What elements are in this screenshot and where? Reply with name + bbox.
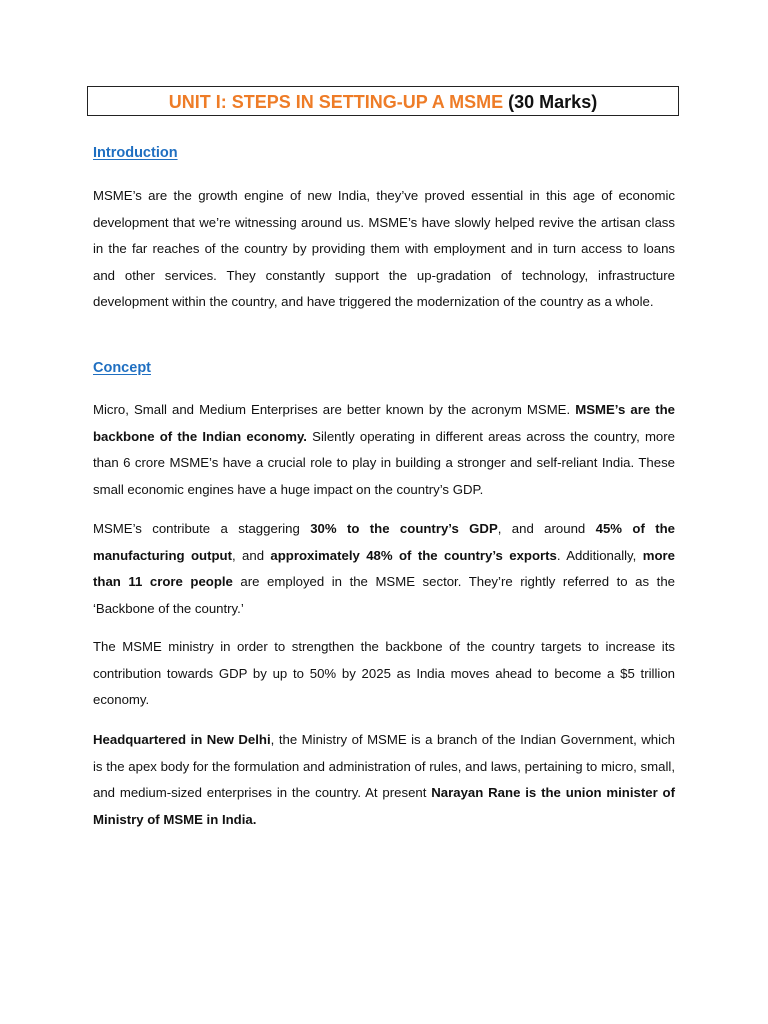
text-run: Micro, Small and Medium Enterprises are better known by the acronym MSME. xyxy=(93,402,576,417)
bold-text-run: more than 11 crore people xyxy=(93,547,675,590)
concept-heading: Concept xyxy=(93,360,151,376)
text-run: . Additionally, xyxy=(556,547,643,563)
text-run: MSME’s contribute a staggering xyxy=(93,521,311,536)
concept-paragraph-2 xyxy=(93,516,675,622)
text-run: , the Ministry of MSME is a branch of the Indian Government, which is the apex body for the formulation and administration of rules, and laws, pertaining to micro, small, and medium-sized enterprises in the country. At present xyxy=(93,732,675,801)
bold-text-run: MSME’s are the backbone of the Indian economy. xyxy=(93,402,676,444)
concept-paragraph-4 xyxy=(93,727,675,833)
bold-text-run: Narayan Rane is the union minister of Ministry of MSME in India. xyxy=(93,785,675,827)
text-run: , and around xyxy=(497,521,596,536)
bold-text-run: 30% to the country’s GDP xyxy=(310,521,498,536)
concept-paragraph-1 xyxy=(93,397,675,503)
concept-paragraph-3: The MSME ministry in order to strengthen the backbone of the country targets to increase its contribution towards GDP by up to 50% by 2025 as India moves ahead to become a $5 trillion economy. xyxy=(93,639,675,708)
bold-text-run: Headquartered in New Delhi xyxy=(93,732,271,747)
unit-title-box xyxy=(87,86,679,116)
bold-text-run: 45% of the manufacturing output xyxy=(93,521,675,563)
unit-marks: (30 Marks) xyxy=(508,92,598,112)
text-run: Silently operating in different areas across the country, more than 6 crore MSME’s have a crucial role to play in building a stronger and self-reliant India. These small economic engines have a huge impact on the country’s GDP. xyxy=(93,428,675,497)
introduction-heading: Introduction xyxy=(93,145,178,161)
bold-text-run: approximately 48% of the country’s exports xyxy=(270,547,557,563)
unit-title: UNIT I: STEPS IN SETTING-UP A MSME xyxy=(168,92,504,112)
text-run: , and xyxy=(231,547,271,563)
introduction-paragraph: MSME’s are the growth engine of new India, they’ve proved essential in this age of economic development that we’re witnessing around us. MSME’s have slowly helped revive the artisan class in the far reaches of the country by providing them with employment and in turn access to loans and other services. They constantly support the up-gradation of technology, infrastructure development within the country, and have triggered the modernization of the country as a whole. xyxy=(93,188,675,310)
text-run: are employed in the MSME sector. They’re rightly referred to as the ‘Backbone of the country.’ xyxy=(93,574,675,616)
